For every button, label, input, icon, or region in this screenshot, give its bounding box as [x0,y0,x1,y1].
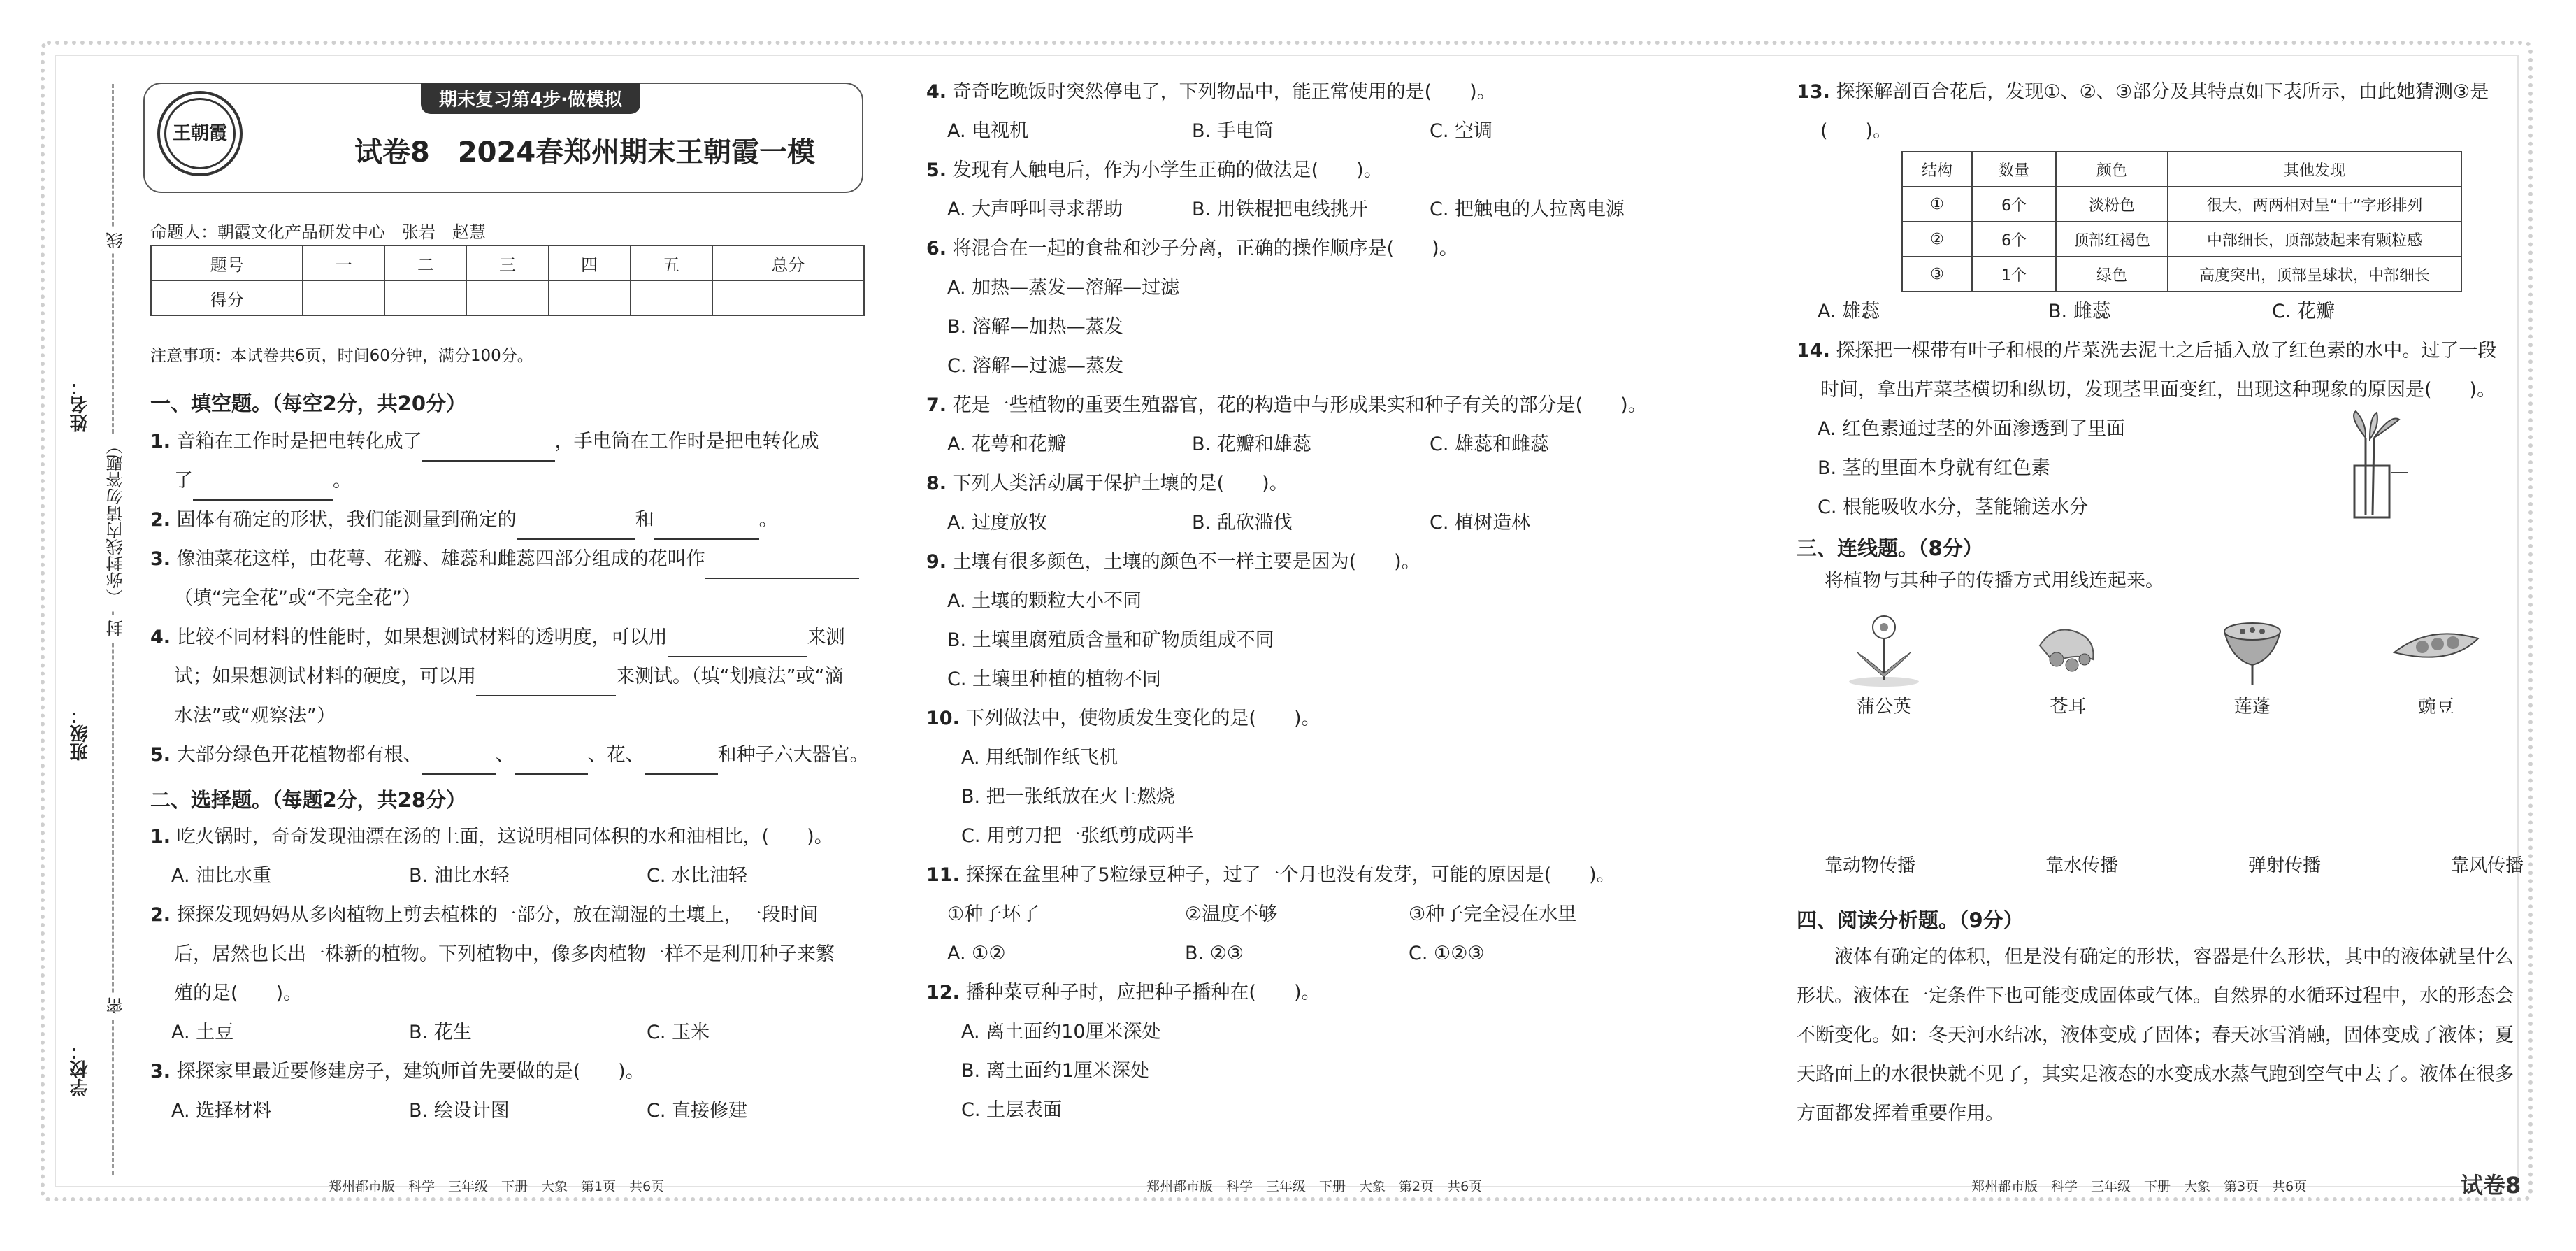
table-cell: 6个 [1972,187,2056,222]
table-cell: 颜色 [2056,152,2168,187]
question: 5. 大部分绿色开花植物都有根、 、 、花、 和种子六大器官。 [150,736,870,775]
statement: ②温度不够 [1185,903,1278,925]
option[interactable]: C. 直接修建 [647,1100,748,1122]
answer-blank[interactable] [193,478,333,501]
author-line: 命题人：朝霞文化产品研发中心 张岩 赵慧 [150,222,486,242]
option[interactable]: B. 溶解—加热—蒸发 [947,316,1123,338]
option[interactable]: B. 雌蕊 [2048,301,2111,322]
plant-label: 豌豆 [2417,696,2454,717]
option[interactable]: A. 加热—蒸发—溶解—过滤 [947,277,1180,299]
page-1 [143,70,867,1161]
table-cell: ③ [1902,257,1972,292]
options [150,1013,870,1052]
table-cell: 中部细长，顶部鼓起来有颗粒感 [2168,222,2461,257]
option[interactable]: A. 红色素通过茎的外面渗透到了里面 [1818,418,2126,440]
question: 12. 播种菜豆种子时，应把种子播种在( )。 [926,982,1321,1003]
score-cell[interactable] [631,280,712,315]
score-cell: 得分 [151,280,303,315]
section-heading: 一、填空题。（每空2分，共20分） [150,392,467,415]
table-row [1902,222,2461,257]
table-header-row [1902,152,2461,187]
table-cell: 很大，两两相对呈“十”字形排列 [2168,187,2461,222]
table-cell: 绿色 [2056,257,2168,292]
question: 7. 花是一些植物的重要生殖器官，花的构造中与形成果实和种子有关的部分是( )。 [926,394,1647,416]
question: 2. 固体有确定的形状，我们能测量到确定的 和 。 [150,501,870,540]
table-cell: ② [1902,222,1972,257]
options [926,503,1681,543]
question: 14. 探探把一棵带有叶子和根的芹菜洗去泥土之后插入放了红色素的水中。过了一段 [1797,340,2497,362]
question: 3. 像油菜花这样，由花萼、花瓣、雄蕊和雌蕊四部分组成的花叫作 [150,540,870,579]
options [926,934,1681,973]
option[interactable]: A. 雄蕊 [1818,301,1880,322]
option[interactable]: A. 用纸制作纸飞机 [961,747,1118,769]
score-table [150,245,865,316]
option[interactable]: B. 土壤里腐殖质含量和矿物质组成不同 [947,629,1274,651]
option[interactable]: C. 土壤里种植的植物不同 [947,669,1162,690]
score-cell: 四 [549,245,631,280]
option[interactable]: B. 绘设计图 [409,1100,510,1122]
answer-blank[interactable] [422,752,496,775]
seal-note: （弥封线内请勿答题） [103,434,128,610]
answer-blank[interactable] [476,674,616,696]
dispersal-option[interactable]: 靠风传播 [2450,855,2524,876]
statements [926,895,1681,934]
option[interactable]: C. 溶解—过滤—蒸发 [947,355,1124,377]
option[interactable]: C. 雄蕊和雌蕊 [1430,434,1550,455]
dispersal-option[interactable]: 靠动物传播 [1825,855,1916,876]
table-cell: 淡粉色 [2056,187,2168,222]
plant-lotus-pod[interactable] [2193,610,2312,718]
option[interactable]: B. 离土面约1厘米深处 [961,1060,1149,1082]
question-cont: 时间，拿出芹菜茎横切和纵切，发现茎里面变红，出现这种现象的原因是( )。 [1820,379,2496,401]
plant-row [1797,610,2524,718]
score-cell: 二 [384,245,466,280]
page-2 [926,73,1681,1164]
score-cell: 总分 [712,245,864,280]
question: 9. 土壤有很多颜色，土壤的颜色不一样主要是因为( )。 [926,551,1420,573]
option[interactable]: B. 花生 [409,1022,472,1043]
option[interactable]: A. 大声呼叫寻求帮助 [947,199,1123,220]
table-cell: 数量 [1972,152,2056,187]
lotus-pod-icon [2210,610,2294,687]
table-cell: 1个 [1972,257,2056,292]
option[interactable]: C. 玉米 [647,1022,710,1043]
page-footer: 郑州都市版 科学 三年级 下册 大象 第1页 共6页 [329,1179,665,1194]
pea-pod-icon [2387,610,2485,687]
dispersal-row [1797,851,2524,877]
option[interactable]: C. 土层表面 [961,1099,1063,1121]
question-cont: （填“完全花”或“不完全花”） [174,587,421,609]
instruction: 将植物与其种子的传播方式用线连起来。 [1825,570,2164,592]
school-label: 学校： [70,1042,91,1096]
option[interactable]: C. 用剪刀把一张纸剪成两半 [961,825,1195,847]
reading-passage: 液体有确定的体积，但是没有确定的形状，容器是什么形状，其中的液体就呈什么形状。液体在一定条件下也可能变成固体或气体。自然界的水循环过程中，水的形态会不断变化。如：冬天河水结冰，液体变成了固体；春天冰雪消融，固体变成了液体；夏天路面上的水很快就不见了，其实是液态的水变成水蒸气跑到空气中去了。液体在很多方面都发挥着重要作用。 [1797,946,2514,1124]
table-row [1902,187,2461,222]
question: 1. 吃火锅时，奇奇发现油漂在汤的上面，这说明相同体积的水和油相比，( )。 [150,826,833,848]
option[interactable]: C. 水比油轻 [647,865,748,887]
dispersal-option[interactable]: 靠水传播 [2045,855,2118,876]
statement: ③种子完全浸在水里 [1409,903,1577,925]
answer-blank[interactable] [515,752,588,775]
celery-in-cup-icon [2335,410,2412,522]
option[interactable]: A. ①② [947,943,1006,964]
notice: 注意事项：本试卷共6页，时间60分钟，满分100分。 [150,347,533,365]
page-footer: 郑州都市版 科学 三年级 下册 大象 第2页 共6页 [1146,1179,1483,1194]
cocklebur-icon [2026,610,2110,687]
plant-label: 苍耳 [2050,696,2087,717]
question-cont: 试；如果想测试材料的硬度，可以用 来测试。（填“划痕法”或“滴 [150,657,870,696]
option[interactable]: C. 空调 [1430,120,1493,142]
score-cell: 一 [303,245,384,280]
option[interactable]: A. 选择材料 [171,1100,272,1122]
seal-char-3: 密 [103,993,128,1018]
score-cell[interactable] [466,280,548,315]
score-cell[interactable] [303,280,384,315]
score-cell: 五 [631,245,712,280]
page-footer: 郑州都市版 科学 三年级 下册 大象 第3页 共6页 [1971,1179,2308,1194]
options [150,857,870,896]
paper-number: 试卷8 [2461,1172,2521,1199]
question-cont: 了 。 [150,462,870,501]
answer-blank[interactable] [422,439,555,462]
question: 10. 下列做法中，使物质发生变化的是( )。 [926,708,1321,729]
question: 4. 奇奇吃晚饭时突然停电了，下列物品中，能正常使用的是( )。 [926,81,1496,103]
page-3 [1797,73,2524,1164]
plant-dandelion[interactable] [1825,610,1943,718]
option[interactable]: C. 把触电的人拉离电源 [1430,199,1625,220]
table-cell: 其他发现 [2168,152,2461,187]
question: 6. 将混合在一起的食盐和沙子分离，正确的操作顺序是( )。 [926,238,1458,259]
statement: ①种子坏了 [947,903,1040,925]
answer-blank[interactable] [517,517,635,540]
score-cell[interactable] [712,280,864,315]
plant-label: 蒲公英 [1856,696,1911,717]
score-table-score-row [151,280,864,315]
plant-cocklebur[interactable] [2008,610,2127,718]
question: 11. 探探在盆里种了5粒绿豆种子，过了一个月也没有发芽，可能的原因是( )。 [926,864,1616,886]
question: 3. 探探家里最近要修建房子，建筑师首先要做的是( )。 [150,1061,645,1082]
option[interactable]: B. 用铁棍把电线挑开 [1192,199,1368,220]
table-cell: 6个 [1972,222,2056,257]
options [926,425,1681,464]
options [926,112,1681,151]
name-label: 姓名： [70,378,91,432]
question: 13. 探探解剖百合花后，发现①、②、③部分及其特点如下表所示，由此她猜测③是 [1797,81,2489,103]
score-table-header-row [151,245,864,280]
option[interactable]: B. 油比水轻 [409,865,510,887]
logo-text: 王朝霞 [164,98,236,169]
answer-blank[interactable] [668,635,807,657]
option[interactable]: B. 乱砍滥伐 [1192,512,1293,534]
option[interactable]: B. 茎的里面本身就有红色素 [1818,457,2050,479]
question: 1. 音箱在工作时是把电转化成了 ，手电筒在工作时是把电转化成 [150,422,870,462]
paper-header [143,83,863,193]
option[interactable]: A. 土壤的颗粒大小不同 [947,590,1142,612]
paper-title: 试卷8 2024春郑州期末王朝霞一模 [354,136,816,169]
answer-blank[interactable] [654,517,759,540]
option[interactable]: C. 花瓣 [2272,301,2336,322]
option[interactable]: B. 手电筒 [1192,120,1274,142]
seal-char-1: 线 [103,228,128,253]
question: 4. 比较不同材料的性能时，如果想测试材料的透明度，可以用 来测 [150,618,870,657]
class-label: 班级： [70,706,91,761]
option[interactable]: C. 根能吸收水分，茎能输送水分 [1818,496,2089,518]
score-cell: 题号 [151,245,303,280]
option[interactable]: B. ②③ [1185,943,1244,964]
option[interactable]: A. 离土面约10厘米深处 [961,1021,1161,1043]
review-step-badge: 期末复习第4步·做模拟 [421,83,640,114]
section-heading: 四、阅读分析题。（9分） [1797,908,2024,932]
section-heading: 三、连线题。（8分） [1797,536,1983,560]
option[interactable]: A. 油比水重 [171,865,272,887]
option[interactable]: A. 电视机 [947,120,1029,142]
option[interactable]: C. 植树造林 [1430,512,1531,534]
table-cell: 高度突出，顶部呈球状，中部细长 [2168,257,2461,292]
option[interactable]: B. 花瓣和雄蕊 [1192,434,1311,455]
question-cont: 殖的是( )。 [174,982,303,1004]
options [150,1092,870,1131]
page-1-body [150,388,870,1131]
option[interactable]: C. ①②③ [1409,943,1485,964]
table-row [1902,257,2461,292]
score-cell[interactable] [384,280,466,315]
option[interactable]: A. 过度放牧 [947,512,1048,534]
question: 8. 下列人类活动属于保护土壤的是( )。 [926,473,1288,494]
score-cell: 三 [466,245,548,280]
options [1797,292,2524,331]
answer-blank[interactable] [645,752,718,775]
answer-blank[interactable] [705,557,859,579]
option[interactable]: A. 花萼和花瓣 [947,434,1067,455]
plant-label: 莲蓬 [2233,696,2271,717]
dandelion-icon [1842,610,1926,687]
question-cont: 水法”或“观察法”） [174,705,336,727]
plant-pea[interactable] [2377,610,2496,718]
section-heading: 二、选择题。（每题2分，共28分） [150,788,467,812]
q14-options-area [1797,410,2524,527]
options [926,190,1681,229]
table-cell: 顶部红褐色 [2056,222,2168,257]
question: 2. 探探发现妈妈从多肉植物上剪去植株的一部分，放在潮湿的土壤上，一段时间 [150,904,819,926]
dispersal-option[interactable]: 弹射传播 [2247,855,2321,876]
seal-char-2: 封 [103,615,128,641]
option[interactable]: B. 把一张纸放在火上燃烧 [961,786,1175,808]
table-cell: ① [1902,187,1972,222]
flower-table [1901,151,2462,292]
option[interactable]: A. 土豆 [171,1022,234,1043]
table-cell: 结构 [1902,152,1972,187]
question-cont: 后，居然也长出一株新的植物。下列植物中，像多肉植物一样不是利用种子来繁 [174,943,835,965]
score-cell[interactable] [549,280,631,315]
question: 5. 发现有人触电后，作为小学生正确的做法是( )。 [926,159,1383,181]
publisher-logo [157,91,243,176]
question-cont: ( )。 [1820,120,1892,142]
